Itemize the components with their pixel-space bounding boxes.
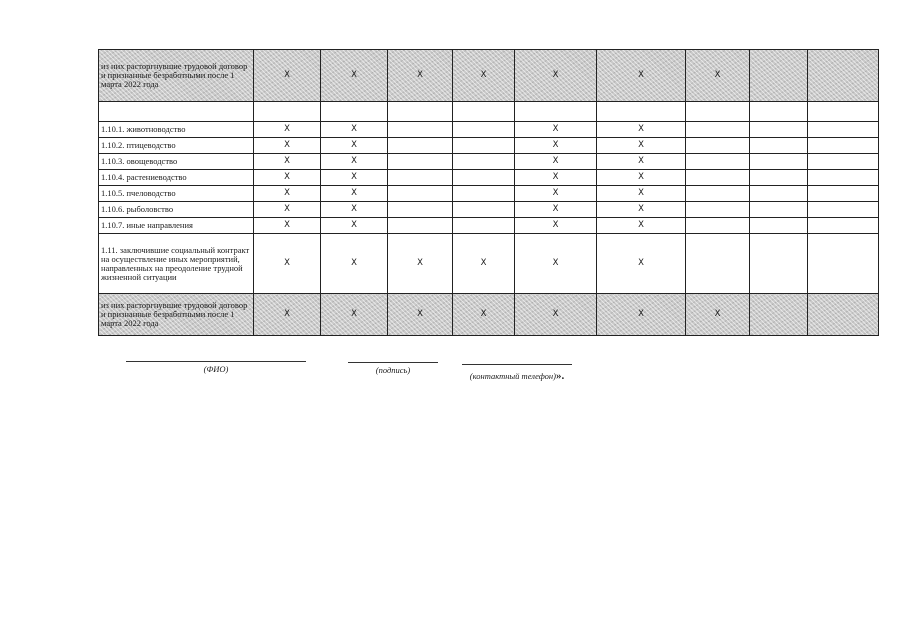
cell-mark — [808, 138, 879, 154]
cell-mark: X — [254, 170, 321, 186]
table-row — [99, 50, 879, 102]
cell-mark — [453, 154, 515, 170]
cell-mark — [453, 102, 515, 122]
phone-signature-field — [462, 364, 572, 382]
phone-caption-wrap — [462, 370, 572, 382]
cell-mark — [808, 102, 879, 122]
cell-mark — [388, 138, 453, 154]
table-row — [99, 138, 879, 154]
cell-mark — [686, 234, 750, 294]
cell-mark — [453, 170, 515, 186]
cell-mark: X — [388, 234, 453, 294]
cell-mark — [750, 294, 808, 336]
cell-mark — [686, 122, 750, 138]
cell-mark: X — [597, 50, 686, 102]
cell-mark: X — [321, 50, 388, 102]
cell-mark — [453, 202, 515, 218]
cell-mark — [808, 154, 879, 170]
cell-mark: X — [597, 122, 686, 138]
cell-mark: X — [597, 294, 686, 336]
cell-mark: X — [597, 170, 686, 186]
cell-mark: X — [686, 50, 750, 102]
cell-mark: X — [515, 138, 597, 154]
cell-mark: X — [453, 50, 515, 102]
table-row — [99, 102, 879, 122]
cell-mark — [686, 138, 750, 154]
cell-mark: X — [515, 294, 597, 336]
cell-mark: X — [597, 218, 686, 234]
row-label: 1.11. заключившие социальный контракт на осуществление иных мероприятий, направленных на преодоление трудной жизненной ситуации — [99, 234, 254, 294]
row-label: из них расторгнувшие трудовой договор и признанные безработными после 1 марта 2022 года — [99, 50, 254, 102]
cell-mark — [686, 186, 750, 202]
cell-mark — [388, 122, 453, 138]
cell-mark — [453, 138, 515, 154]
cell-mark — [686, 154, 750, 170]
cell-mark — [750, 102, 808, 122]
cell-mark — [453, 122, 515, 138]
closing-quote: ». — [555, 370, 565, 382]
cell-mark — [808, 50, 879, 102]
cell-mark — [808, 170, 879, 186]
cell-mark: X — [321, 218, 388, 234]
cell-mark — [808, 202, 879, 218]
cell-mark — [750, 202, 808, 218]
cell-mark: X — [453, 294, 515, 336]
cell-mark — [808, 186, 879, 202]
table-row — [99, 294, 879, 336]
cell-mark — [388, 170, 453, 186]
cell-mark — [597, 102, 686, 122]
cell-mark: X — [686, 294, 750, 336]
cell-mark — [750, 186, 808, 202]
cell-mark — [750, 122, 808, 138]
cell-mark: X — [254, 294, 321, 336]
cell-mark — [453, 186, 515, 202]
cell-mark: X — [515, 202, 597, 218]
cell-mark: X — [321, 294, 388, 336]
cell-mark: X — [515, 170, 597, 186]
cell-mark — [808, 218, 879, 234]
table-row — [99, 218, 879, 234]
cell-mark: X — [597, 154, 686, 170]
table-row — [99, 154, 879, 170]
cell-mark — [750, 138, 808, 154]
cell-mark — [808, 294, 879, 336]
cell-mark: X — [597, 202, 686, 218]
cell-mark: X — [515, 122, 597, 138]
cell-mark: X — [254, 186, 321, 202]
fio-caption: (ФИО) — [203, 364, 229, 374]
cell-mark: X — [321, 154, 388, 170]
cell-mark: X — [597, 138, 686, 154]
cell-mark — [808, 234, 879, 294]
signature-field — [348, 362, 438, 375]
phone-caption: (контактный телефон) — [469, 371, 556, 381]
cell-mark: X — [254, 234, 321, 294]
cell-mark: X — [254, 122, 321, 138]
cell-mark: X — [515, 186, 597, 202]
cell-mark: X — [321, 170, 388, 186]
cell-mark — [750, 170, 808, 186]
cell-mark — [750, 154, 808, 170]
cell-mark: X — [321, 186, 388, 202]
cell-mark — [388, 218, 453, 234]
cell-mark — [750, 218, 808, 234]
cell-mark — [686, 170, 750, 186]
cell-mark: X — [597, 234, 686, 294]
cell-mark: X — [321, 122, 388, 138]
table-row — [99, 122, 879, 138]
cell-mark — [321, 102, 388, 122]
row-label: из них расторгнувшие трудовой договор и признанные безработными после 1 марта 2022 года — [99, 294, 254, 336]
row-label: 1.10.1. животноводство — [99, 122, 254, 138]
cell-mark: X — [388, 50, 453, 102]
cell-mark: X — [388, 294, 453, 336]
cell-mark — [388, 186, 453, 202]
report-table — [98, 49, 879, 336]
cell-mark — [388, 202, 453, 218]
cell-mark — [388, 154, 453, 170]
cell-mark: X — [515, 218, 597, 234]
row-label: 1.10.3. овощеводство — [99, 154, 254, 170]
cell-mark — [686, 202, 750, 218]
cell-mark — [750, 50, 808, 102]
cell-mark: X — [254, 50, 321, 102]
table-row — [99, 170, 879, 186]
cell-mark — [808, 122, 879, 138]
cell-mark: X — [254, 202, 321, 218]
cell-mark: X — [515, 50, 597, 102]
cell-mark: X — [254, 218, 321, 234]
row-label: 1.10.4. растениеводство — [99, 170, 254, 186]
row-label: 1.10.7. иные направления — [99, 218, 254, 234]
cell-mark — [686, 102, 750, 122]
cell-mark — [453, 218, 515, 234]
cell-mark: X — [321, 202, 388, 218]
cell-mark: X — [453, 234, 515, 294]
signature-caption: (подпись) — [375, 365, 411, 375]
cell-mark — [388, 102, 453, 122]
fio-signature-field — [126, 361, 306, 374]
table-row — [99, 202, 879, 218]
table-row — [99, 234, 879, 294]
cell-mark — [254, 102, 321, 122]
cell-mark: X — [515, 154, 597, 170]
row-label: 1.10.6. рыболовство — [99, 202, 254, 218]
cell-mark — [686, 218, 750, 234]
cell-mark: X — [321, 234, 388, 294]
cell-mark: X — [515, 234, 597, 294]
cell-mark: X — [597, 186, 686, 202]
cell-mark: X — [321, 138, 388, 154]
cell-mark — [515, 102, 597, 122]
row-label: 1.10.5. пчеловодство — [99, 186, 254, 202]
row-label — [99, 102, 254, 122]
cell-mark: X — [254, 154, 321, 170]
row-label: 1.10.2. птицеводство — [99, 138, 254, 154]
table-row — [99, 186, 879, 202]
cell-mark: X — [254, 138, 321, 154]
cell-mark — [750, 234, 808, 294]
